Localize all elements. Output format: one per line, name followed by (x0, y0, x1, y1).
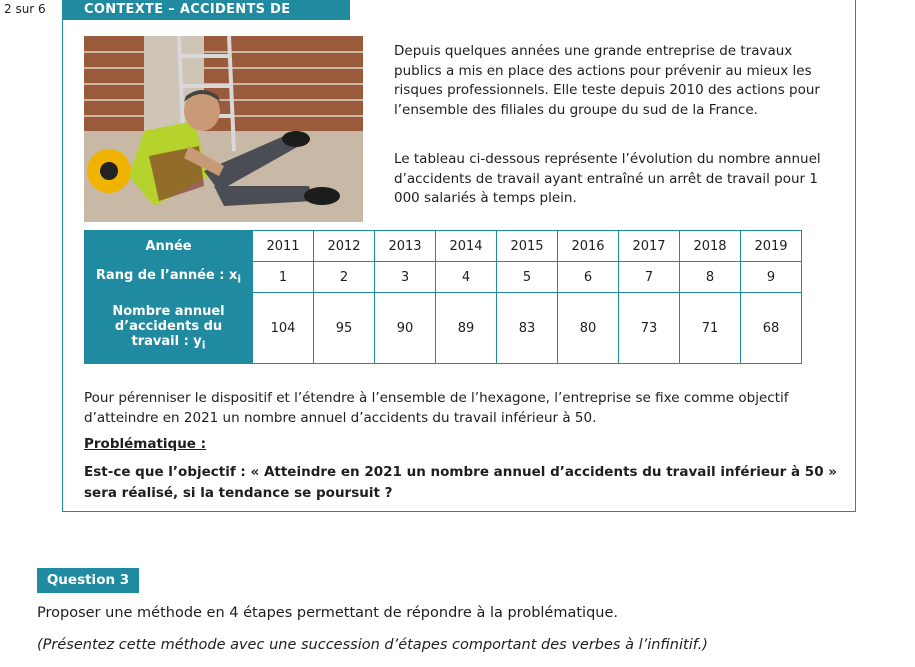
rank-cell: 5 (497, 262, 558, 293)
rank-row (85, 262, 802, 293)
accidents-table (84, 230, 802, 364)
rank-cell: 4 (436, 262, 497, 293)
rank-cell: 8 (680, 262, 741, 293)
year-cell: 2017 (619, 231, 680, 262)
count-row (85, 293, 802, 364)
problem-question: Est-ce que l’objectif : « Atteindre en 2021 un nombre annuel d’accidents du travail inférieur à 50 » sera réalisé, si la tendance se poursuit ? (84, 464, 838, 501)
intro-paragraph-2: Le tableau ci-dessous représente l’évolution du nombre annuel d’accidents de travail ayant entraîné un arrêt de travail pour 1 000 salariés à temps plein. (394, 151, 821, 206)
year-cell: 2018 (680, 231, 741, 262)
count-cell: 80 (558, 293, 619, 364)
year-cell: 2015 (497, 231, 558, 262)
problem-title: Problématique : (84, 436, 207, 452)
context-header: CONTEXTE – ACCIDENTS DE TRAVAIL (62, 0, 350, 20)
count-cell: 71 (680, 293, 741, 364)
year-cell: 2012 (314, 231, 375, 262)
year-row (85, 231, 802, 262)
year-cell: 2014 (436, 231, 497, 262)
count-cell: 83 (497, 293, 558, 364)
count-cell: 90 (375, 293, 436, 364)
count-cell: 104 (253, 293, 314, 364)
rank-cell: 3 (375, 262, 436, 293)
count-cell: 89 (436, 293, 497, 364)
count-cell: 68 (741, 293, 802, 364)
rank-cell: 2 (314, 262, 375, 293)
year-cell: 2019 (741, 231, 802, 262)
question-3-text: Proposer une méthode en 4 étapes permettant de répondre à la problématique. (37, 605, 618, 621)
count-row-header: Nombre annuel d’accidents du travail : $y_i$ (85, 293, 253, 364)
count-cell: 73 (619, 293, 680, 364)
question-3-badge: Question 3 (37, 568, 139, 593)
rank-cell: 1 (253, 262, 314, 293)
intro-paragraph-1: Depuis quelques années une grande entreprise de travaux publics a mis en place des actions pour prévenir au mieux les risques professionnels. Elle teste depuis 2010 des actions pour l’ensemble des filiales du groupe du sud de la France. (394, 43, 820, 118)
page-number: 2 sur 6 (4, 2, 46, 16)
objective-paragraph: Pour pérenniser le dispositif et l’étendre à l’ensemble de l’hexagone, l’entreprise se fixe comme objectif d’atteindre en 2021 un nombre annuel d’accidents du travail inférieur à 50. (84, 390, 789, 426)
rank-cell: 9 (741, 262, 802, 293)
year-cell: 2016 (558, 231, 619, 262)
count-cell: 95 (314, 293, 375, 364)
question-3-hint: (Présentez cette méthode avec une succession d’étapes comportant des verbes à l’infinitif.) (37, 637, 708, 653)
year-row-header: Année (85, 231, 253, 262)
worker-injury-photo (84, 36, 363, 222)
rank-cell: 7 (619, 262, 680, 293)
year-cell: 2011 (253, 231, 314, 262)
rank-row-header: Rang de l’année : $x_i$ (85, 262, 253, 293)
year-cell: 2013 (375, 231, 436, 262)
rank-cell: 6 (558, 262, 619, 293)
